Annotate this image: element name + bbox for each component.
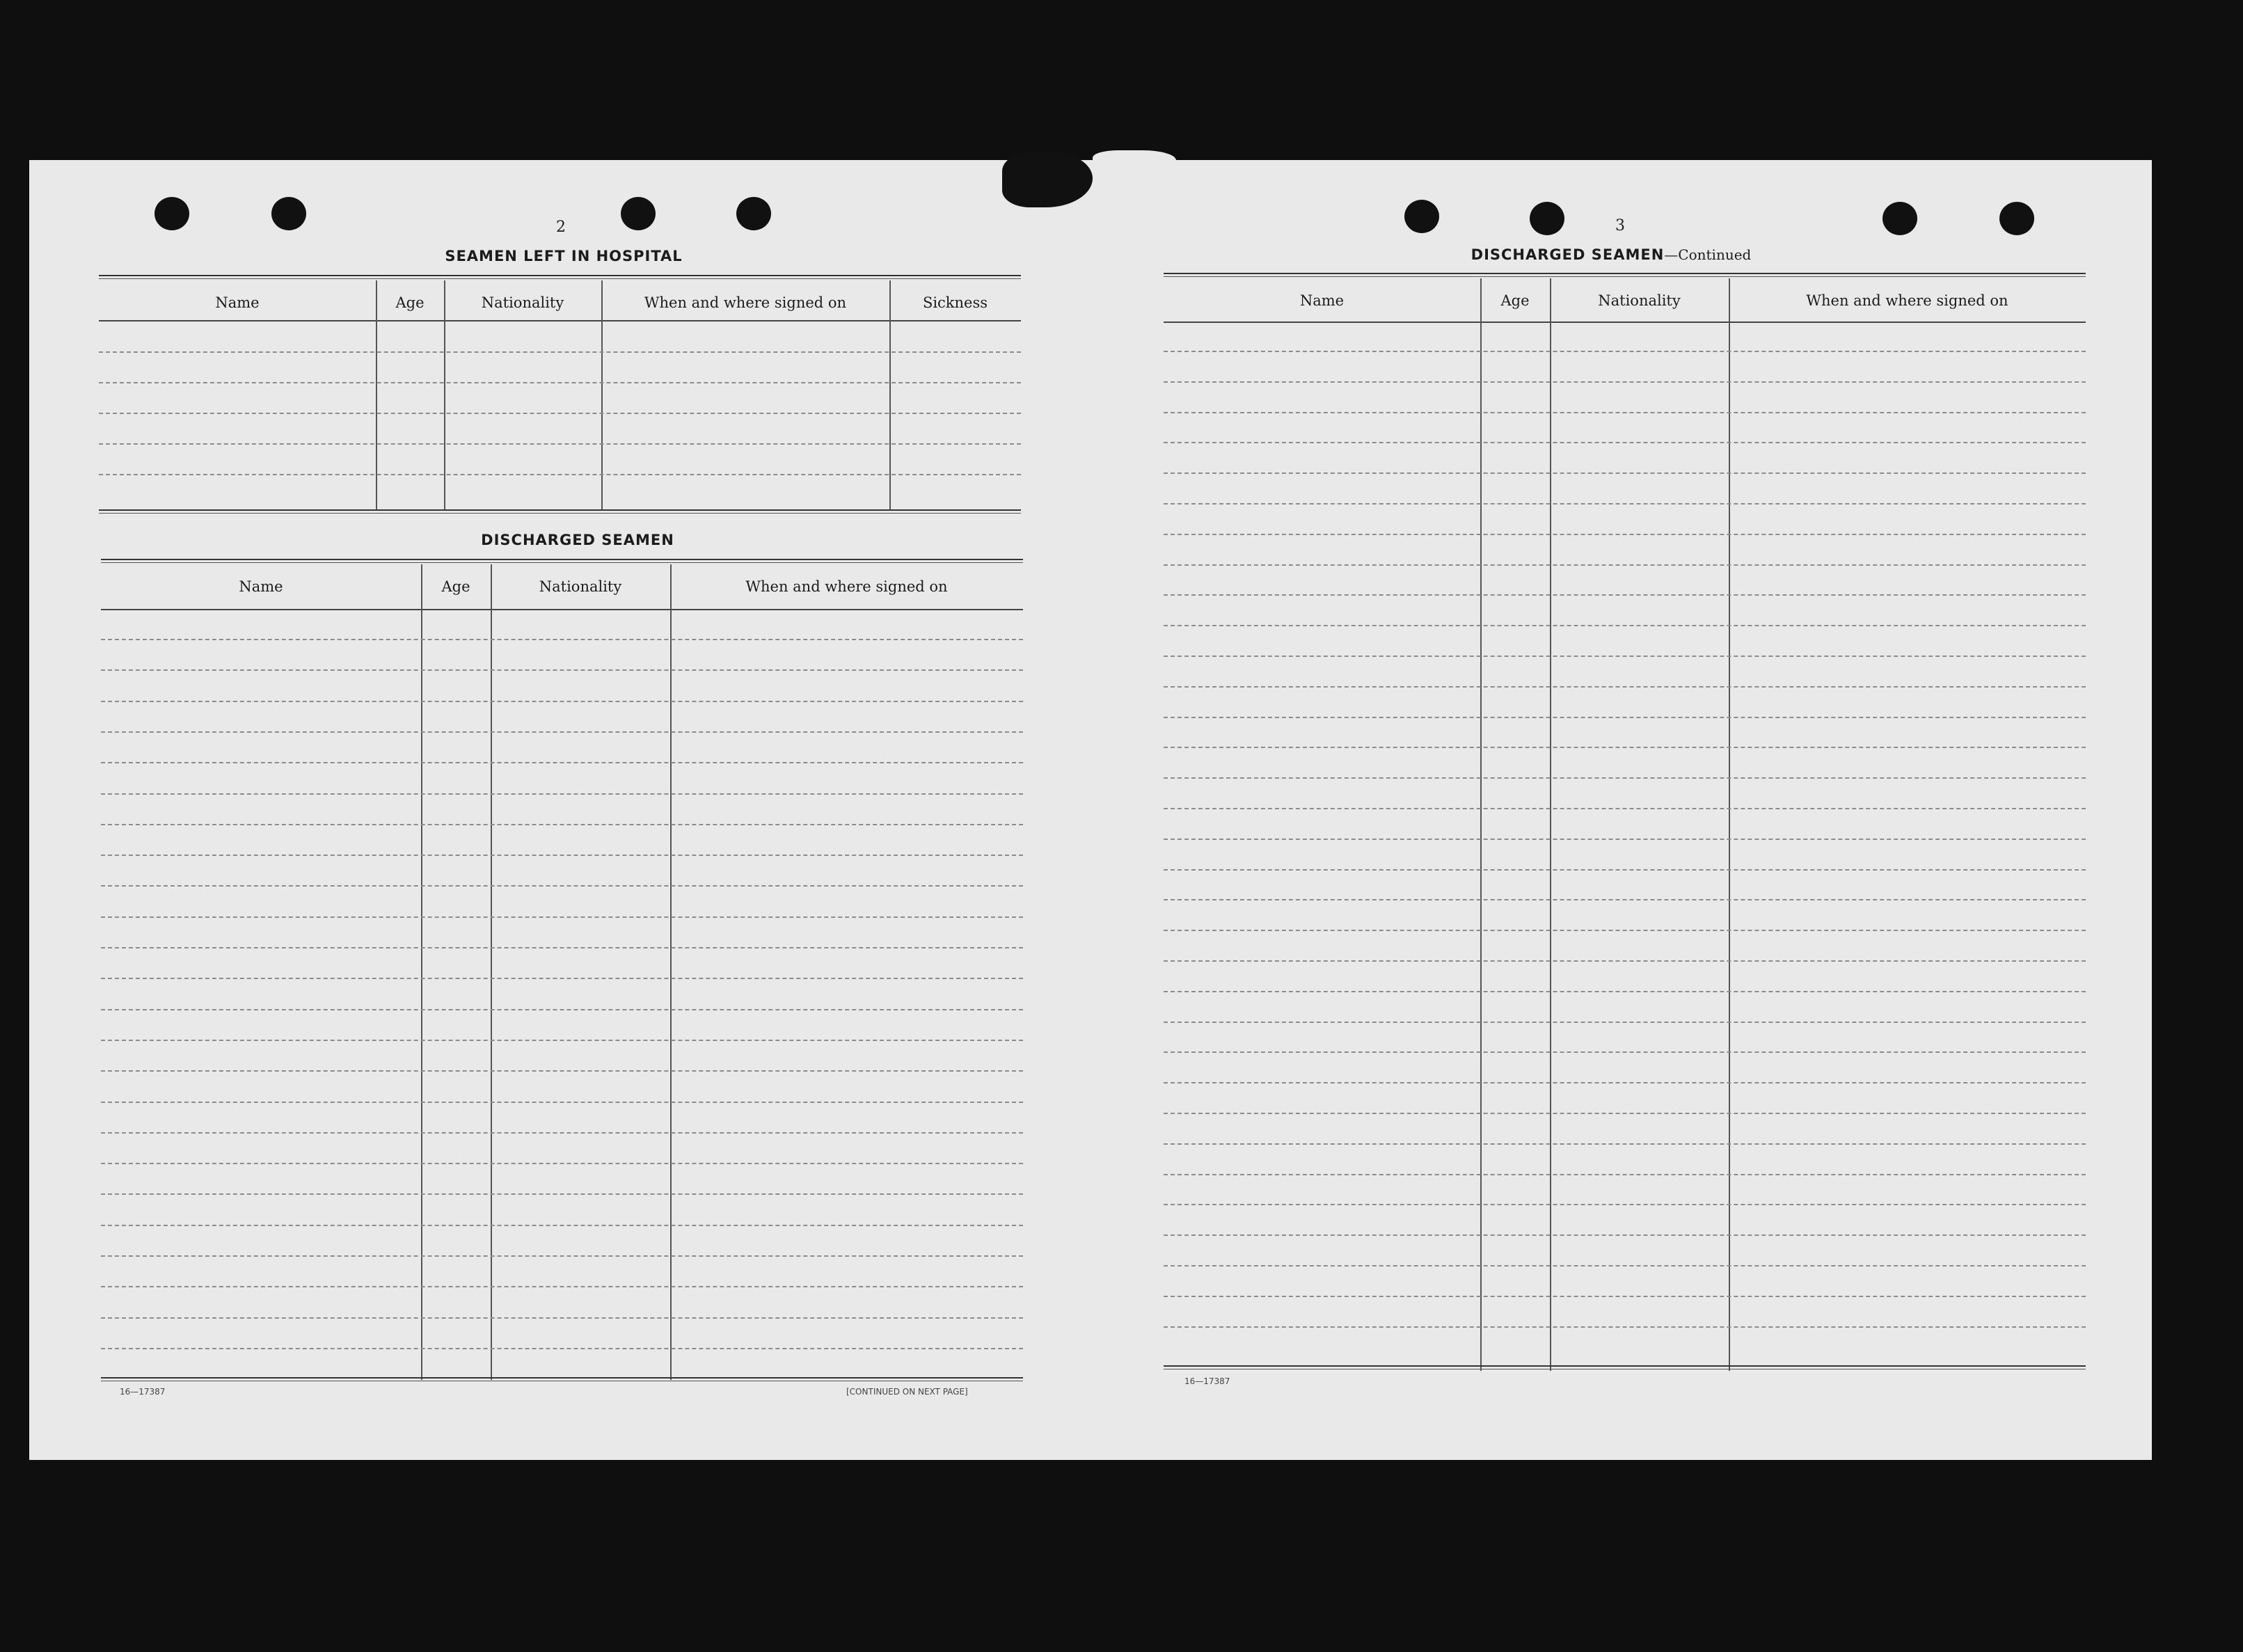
table-row-line xyxy=(101,855,1023,856)
table-row-line xyxy=(1164,534,2086,535)
col-header-signed-on: When and where signed on xyxy=(745,578,948,595)
table-bottom-rule xyxy=(101,1377,1023,1381)
punch-hole xyxy=(154,197,189,230)
table-row-line xyxy=(101,885,1023,887)
table-row-line xyxy=(1164,899,2086,900)
punch-hole xyxy=(1883,202,1917,235)
table-row-line xyxy=(99,443,1021,445)
table-row-line xyxy=(1164,717,2086,718)
table-row-line xyxy=(1164,1051,2086,1053)
continued-note: [CONTINUED ON NEXT PAGE] xyxy=(846,1387,968,1397)
table-row-line xyxy=(101,824,1023,825)
table-row-line xyxy=(101,701,1023,702)
table-row-line xyxy=(101,669,1023,671)
table-row-line xyxy=(101,1070,1023,1072)
form-number-right: 16—17387 xyxy=(1184,1376,1230,1386)
table-bottom-rule xyxy=(1164,1365,2086,1369)
table-row-line xyxy=(1164,1265,2086,1266)
column-divider xyxy=(601,280,603,510)
table-row-line xyxy=(1164,1143,2086,1145)
col-header-name: Name xyxy=(1299,292,1345,309)
table-row-line xyxy=(101,1102,1023,1103)
table-row-line xyxy=(1164,1204,2086,1205)
column-divider xyxy=(444,280,445,510)
column-divider xyxy=(670,564,672,1380)
table-row-line xyxy=(1164,564,2086,566)
column-divider xyxy=(491,564,492,1380)
table-row-line xyxy=(1164,472,2086,474)
column-divider xyxy=(421,564,422,1380)
table-row-line xyxy=(101,1255,1023,1257)
punch-hole xyxy=(1530,202,1564,235)
col-header-nationality: Nationality xyxy=(1598,292,1681,309)
punch-hole xyxy=(736,197,771,230)
table-row-line xyxy=(1164,1326,2086,1328)
column-divider xyxy=(376,280,377,510)
table-row-line xyxy=(101,1193,1023,1195)
col-header-sickness: Sickness xyxy=(922,294,988,311)
table-row-line xyxy=(101,947,1023,948)
torn-binding-flap xyxy=(1093,150,1176,175)
table-row-line xyxy=(1164,777,2086,779)
table-row-line xyxy=(1164,656,2086,657)
table-row-line xyxy=(101,731,1023,733)
table-top-rule xyxy=(99,275,1021,279)
table-row-line xyxy=(1164,1022,2086,1023)
punch-hole xyxy=(271,197,306,230)
col-header-nationality: Nationality xyxy=(539,578,622,595)
discharged-section-title: DISCHARGED SEAMEN xyxy=(481,532,674,548)
table-row-line xyxy=(1164,1296,2086,1297)
table-header xyxy=(99,280,1021,321)
col-header-name: Name xyxy=(215,294,260,311)
col-header-signed-on: When and where signed on xyxy=(1806,292,2008,309)
table-row-line xyxy=(99,382,1021,383)
table-row-line xyxy=(101,639,1023,640)
table-top-rule xyxy=(1164,273,2086,277)
table-row-line xyxy=(1164,1174,2086,1175)
col-header-age: Age xyxy=(441,578,470,595)
table-header xyxy=(101,564,1023,610)
table-row-line xyxy=(101,1317,1023,1319)
hospital-table xyxy=(99,275,1021,515)
col-header-name: Name xyxy=(239,578,283,595)
table-row-line xyxy=(1164,1234,2086,1236)
table-row-line xyxy=(1164,869,2086,871)
table-row-line xyxy=(1164,960,2086,962)
table-row-line xyxy=(99,413,1021,414)
col-header-nationality: Nationality xyxy=(481,294,564,311)
table-row-line xyxy=(1164,594,2086,596)
table-row-line xyxy=(1164,1113,2086,1114)
punch-hole xyxy=(621,197,656,230)
discharged-table-right xyxy=(1164,273,2086,1372)
discharged-table-left xyxy=(101,559,1023,1381)
table-row-line xyxy=(101,1348,1023,1349)
table-row-line xyxy=(101,793,1023,795)
table-bottom-rule xyxy=(99,509,1021,514)
table-row-line xyxy=(1164,412,2086,413)
column-divider xyxy=(889,280,891,510)
discharged-continued-title xyxy=(1420,246,1802,263)
punch-hole xyxy=(1404,200,1439,233)
punch-hole xyxy=(1999,202,2034,235)
table-row-line xyxy=(101,1132,1023,1134)
table-row-line xyxy=(101,762,1023,763)
table-row-line xyxy=(1164,991,2086,992)
page-number-left: 2 xyxy=(556,219,566,236)
table-row-line xyxy=(99,474,1021,475)
table-row-line xyxy=(1164,808,2086,809)
col-header-age: Age xyxy=(395,294,425,311)
hospital-section-title: SEAMEN LEFT IN HOSPITAL xyxy=(445,248,683,264)
table-row-line xyxy=(101,1009,1023,1010)
page-number-right: 3 xyxy=(1615,217,1625,235)
section-title-suffix: —Continued xyxy=(1664,246,1752,263)
table-row-line xyxy=(1164,351,2086,352)
table-row-line xyxy=(1164,625,2086,626)
table-row-line xyxy=(1164,1082,2086,1083)
table-row-line xyxy=(101,1040,1023,1041)
table-row-line xyxy=(1164,442,2086,443)
table-row-line xyxy=(1164,686,2086,688)
table-row-line xyxy=(101,1225,1023,1226)
table-row-line xyxy=(1164,839,2086,840)
table-row-line xyxy=(1164,747,2086,748)
col-header-signed-on: When and where signed on xyxy=(644,294,847,311)
form-number-left: 16—17387 xyxy=(120,1387,166,1397)
section-title-text: DISCHARGED SEAMEN xyxy=(1471,246,1665,263)
table-row-line xyxy=(101,1286,1023,1287)
table-row-line xyxy=(101,978,1023,979)
col-header-age: Age xyxy=(1500,292,1530,309)
table-top-rule xyxy=(101,559,1023,563)
table-row-line xyxy=(99,351,1021,353)
table-row-line xyxy=(1164,930,2086,931)
table-header xyxy=(1164,278,2086,323)
table-row-line xyxy=(101,1163,1023,1164)
table-row-line xyxy=(101,916,1023,918)
table-row-line xyxy=(1164,503,2086,505)
table-row-line xyxy=(1164,381,2086,383)
